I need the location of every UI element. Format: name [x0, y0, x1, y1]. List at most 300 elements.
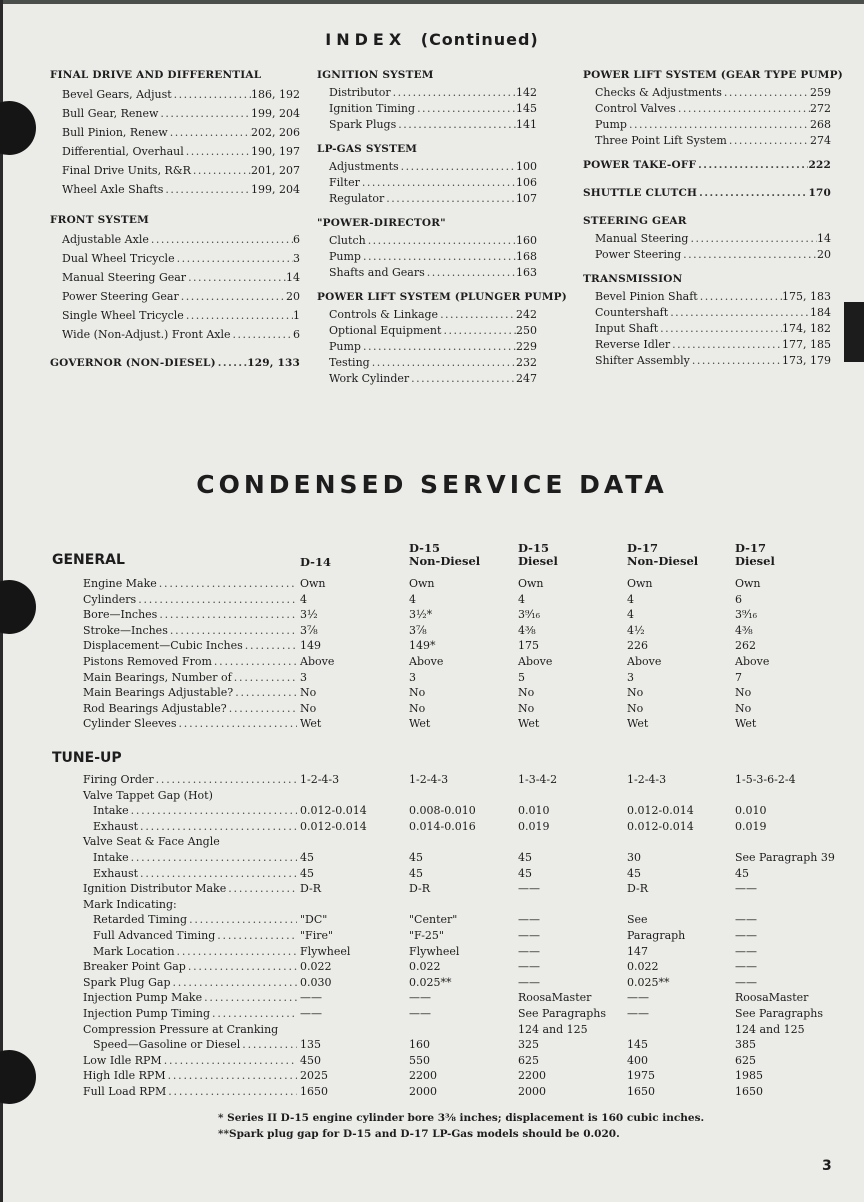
leader-dots	[415, 101, 516, 117]
row-label: Main Bearings Adjustable?	[83, 686, 234, 700]
value-cell: 4	[518, 592, 525, 606]
index-entry[interactable]	[317, 101, 537, 117]
index-entry[interactable]	[583, 305, 831, 321]
index-entry[interactable]	[583, 353, 831, 369]
value-cell: 45	[409, 866, 423, 880]
row-label-cell	[83, 638, 297, 654]
leader-dots	[226, 881, 297, 897]
row-label-cell	[83, 897, 297, 913]
value-cell: Above	[300, 655, 335, 668]
value-cell: 45	[300, 851, 314, 864]
index-entry-label: Pump	[595, 118, 627, 131]
index-section	[583, 158, 831, 172]
row-label: Mark Location	[93, 944, 175, 958]
model-header-d17-diesel	[735, 542, 775, 568]
value-cell: 124 and 125	[518, 1022, 588, 1036]
row-label-cell	[83, 881, 297, 897]
index-entry[interactable]	[317, 117, 537, 133]
value-cell: No	[627, 701, 644, 715]
table-row	[83, 654, 843, 670]
index-page-ref: 106	[516, 176, 537, 189]
index-entry-label: Final Drive Units, R&R	[62, 164, 191, 177]
index-entry-label: Clutch	[329, 234, 366, 247]
row-label: Engine Make	[83, 577, 157, 590]
value-cell: 45	[300, 866, 314, 880]
value-cell: 145	[627, 1038, 648, 1052]
value-cell: 0.008-0.010	[409, 804, 476, 818]
value-cell: ——	[518, 929, 540, 942]
index-entry-label: Control Valves	[595, 102, 676, 115]
value-cell: ——	[518, 960, 540, 974]
leader-dots	[697, 186, 808, 200]
row-label: Displacement—Cubic Inches	[83, 639, 243, 653]
row-label-cell	[83, 716, 297, 732]
index-page-ref: 6	[293, 233, 300, 246]
leader-dots	[243, 638, 297, 654]
index-entry-label: Adjustments	[329, 160, 399, 173]
value-cell: 1650	[735, 1085, 763, 1098]
value-cell: 385	[735, 1038, 756, 1052]
condensed-service-data-title: CONDENSED SERVICE DATA	[196, 470, 668, 499]
index-column-2	[317, 68, 567, 396]
index-entry-label: Countershaft	[595, 306, 669, 319]
index-entry[interactable]	[50, 325, 300, 344]
value-cell: No	[409, 701, 426, 715]
index-page-ref: 170	[808, 187, 831, 199]
index-page-ref: 175, 183	[782, 290, 831, 303]
value-cell: "Fire"	[300, 929, 334, 942]
index-entry[interactable]	[317, 191, 537, 207]
leader-dots	[212, 654, 297, 670]
index-entry[interactable]	[50, 268, 300, 287]
value-cell: 0.010	[518, 804, 550, 818]
value-cell: ——	[735, 944, 757, 958]
leader-dots	[149, 230, 293, 249]
value-cell: 0.012-0.014	[300, 819, 367, 833]
table-row	[83, 897, 843, 913]
row-label-cell	[83, 685, 297, 701]
model-header-d15-nondiesel	[409, 542, 480, 568]
index-entry-label: Pump	[329, 340, 361, 353]
leader-dots	[175, 249, 293, 268]
value-cell: 0.014-0.016	[409, 819, 476, 833]
index-page-ref: 259	[810, 86, 831, 99]
index-entry-label: Input Shaft	[595, 322, 659, 335]
leader-dots	[186, 268, 286, 287]
index-heading-text: SHUTTLE CLUTCH	[583, 187, 698, 199]
table-row	[83, 576, 843, 592]
value-cell: 0.022	[409, 960, 441, 974]
row-label-cell	[83, 576, 297, 592]
index-heading-text: POWER LIFT SYSTEM (GEAR TYPE PUMP)	[583, 69, 843, 81]
leader-dots	[187, 912, 297, 928]
index-entry-label: Bevel Pinion Shaft	[595, 290, 698, 303]
index-heading-text: TRANSMISSION	[583, 273, 683, 285]
table-row	[83, 685, 843, 701]
value-cell: Own	[409, 577, 435, 590]
index-page-ref: 173, 179	[782, 354, 831, 367]
value-cell: No	[300, 701, 317, 715]
row-label-cell	[83, 990, 297, 1006]
leader-dots	[162, 1053, 297, 1069]
table-row	[83, 944, 843, 960]
index-entry[interactable]	[583, 85, 831, 101]
table-row	[83, 881, 843, 897]
value-cell: No	[735, 701, 752, 715]
leader-dots	[184, 142, 251, 161]
index-entry[interactable]	[50, 85, 300, 104]
index-section-heading	[583, 186, 831, 200]
model-header-d15-diesel	[518, 542, 558, 568]
value-cell: Own	[735, 577, 761, 590]
value-cell: 4	[300, 592, 307, 606]
leader-dots	[409, 371, 516, 387]
index-section-heading	[50, 213, 300, 227]
value-cell: 3½	[300, 608, 318, 622]
value-cell: Flywheel	[300, 944, 351, 958]
index-heading-text: POWER TAKE-OFF	[583, 159, 697, 171]
row-label: Main Bearings, Number of	[83, 670, 232, 684]
value-cell: "F-25"	[409, 929, 444, 942]
leader-dots	[154, 772, 297, 788]
value-cell: 1-5-3-6-2-4	[735, 773, 796, 786]
value-cell: 147	[627, 944, 648, 958]
index-entry-label: Pump	[329, 250, 361, 263]
index-page-ref: 202, 206	[251, 126, 300, 139]
binder-hole-icon	[0, 101, 36, 155]
index-entry[interactable]	[317, 371, 537, 387]
leader-dots	[391, 85, 516, 101]
leader-dots	[722, 85, 810, 101]
index-section	[583, 68, 843, 149]
value-cell: No	[300, 686, 317, 700]
value-cell: No	[518, 686, 535, 700]
index-entry-label: Ignition Timing	[329, 102, 416, 115]
row-label-cell	[83, 1053, 297, 1069]
model-header-d14	[300, 542, 331, 569]
value-cell: Paragraph	[627, 929, 686, 942]
table-row	[83, 866, 843, 882]
leader-dots	[670, 337, 782, 353]
row-label: Firing Order	[83, 773, 154, 786]
index-entry[interactable]	[317, 339, 537, 355]
value-cell: 160	[409, 1038, 430, 1052]
index-page-ref: 190, 197	[251, 145, 300, 158]
section-thumb-tab	[844, 302, 864, 362]
value-cell: 0.025**	[627, 975, 670, 989]
value-cell: 3½*	[409, 608, 433, 622]
index-entry-label: Wide (Non-Adjust.) Front Axle	[62, 328, 231, 341]
index-entry-label: Dual Wheel Tricycle	[62, 252, 175, 265]
index-heading-text: STEERING GEAR	[583, 215, 687, 227]
row-label: Spark Plug Gap	[83, 975, 171, 989]
index-entry[interactable]	[50, 104, 300, 123]
value-cell: 0.025**	[409, 975, 452, 989]
value-cell: 4	[627, 608, 634, 622]
index-entry[interactable]	[583, 133, 831, 149]
value-cell: 0.010	[735, 804, 767, 818]
index-entry[interactable]	[317, 175, 537, 191]
value-cell: 4	[627, 592, 634, 606]
leader-dots	[441, 323, 516, 339]
row-label: Intake	[93, 804, 129, 818]
leader-dots	[168, 123, 251, 142]
model-line1: D-15	[409, 541, 440, 555]
row-label-cell	[83, 959, 297, 975]
table-row	[83, 716, 843, 732]
index-page-ref: 177, 185	[782, 338, 831, 351]
leader-dots	[166, 1084, 297, 1100]
index-entry-label: Power Steering Gear	[62, 290, 179, 303]
row-label: Injection Pump Timing	[83, 1007, 211, 1020]
value-cell: Flywheel	[409, 944, 460, 958]
value-cell: See Paragraphs	[518, 1007, 606, 1020]
leader-dots	[168, 623, 297, 639]
row-label-cell	[83, 607, 297, 623]
index-heading-text: FRONT SYSTEM	[50, 214, 149, 226]
row-label: Valve Seat & Face Angle	[83, 835, 220, 849]
leader-dots	[396, 117, 516, 133]
value-cell: ——	[300, 1007, 322, 1020]
leader-dots	[384, 191, 516, 207]
value-cell: 3	[409, 670, 416, 684]
value-cell: 135	[300, 1038, 321, 1052]
row-label: Cylinders	[83, 592, 137, 606]
value-cell: 3	[627, 670, 634, 684]
value-cell: 30	[627, 851, 641, 864]
value-cell: 4⅜	[735, 623, 753, 637]
index-page-ref: 14	[817, 232, 831, 245]
index-entry[interactable]	[583, 247, 831, 263]
value-cell: 325	[518, 1038, 539, 1052]
index-entry[interactable]	[317, 265, 537, 281]
index-entry[interactable]	[50, 230, 300, 249]
row-label: Full Advanced Timing	[93, 929, 216, 942]
value-cell: Wet	[735, 717, 757, 731]
index-section-heading	[50, 68, 300, 82]
index-entry[interactable]	[583, 117, 831, 133]
value-cell: ——	[518, 913, 540, 927]
index-entry[interactable]	[50, 306, 300, 325]
index-title-text: INDEX	[325, 30, 407, 49]
leader-dots	[688, 231, 817, 247]
table-row	[83, 623, 843, 639]
index-section	[317, 68, 537, 133]
leader-dots	[186, 959, 297, 975]
table-row	[83, 975, 843, 991]
index-section-heading	[317, 142, 537, 156]
value-cell: 45	[409, 851, 423, 864]
row-label: Injection Pump Make	[83, 991, 203, 1005]
index-entry[interactable]	[50, 161, 300, 180]
value-cell: 0.012-0.014	[300, 804, 367, 818]
value-cell: 0.012-0.014	[627, 804, 694, 818]
table-row	[83, 819, 843, 835]
index-entry[interactable]	[50, 142, 300, 161]
index-entry[interactable]	[583, 337, 831, 353]
row-label-cell	[83, 834, 297, 850]
row-label-cell	[83, 1068, 297, 1084]
table-row	[83, 850, 843, 866]
index-section-heading	[583, 272, 831, 286]
value-cell: 45	[518, 851, 532, 864]
value-cell: D-R	[409, 882, 431, 896]
leader-dots	[191, 161, 251, 180]
row-label-cell	[83, 850, 297, 866]
value-cell: Own	[627, 577, 653, 590]
row-label-cell	[83, 1006, 297, 1022]
row-label-cell	[83, 623, 297, 639]
index-entry[interactable]	[317, 355, 537, 371]
index-entry[interactable]	[317, 323, 537, 339]
table-row	[83, 928, 843, 944]
value-cell: "DC"	[300, 913, 328, 927]
index-section-heading	[317, 216, 537, 230]
leader-dots	[227, 701, 297, 717]
value-cell: 2200	[518, 1069, 546, 1083]
value-cell: 45	[735, 866, 749, 880]
value-cell: D-R	[300, 882, 322, 896]
value-cell: 149	[300, 639, 321, 653]
row-label: Retarded Timing	[93, 913, 188, 927]
value-cell: ——	[735, 929, 757, 942]
row-label-cell	[83, 1022, 297, 1038]
index-entry-label: Bull Pinion, Renew	[62, 126, 168, 139]
index-entry[interactable]	[50, 287, 300, 306]
leader-dots	[177, 716, 298, 732]
index-section	[583, 186, 831, 200]
row-label-cell	[83, 928, 297, 944]
value-cell: 625	[735, 1053, 756, 1067]
row-label: Speed—Gasoline or Diesel	[93, 1038, 241, 1052]
index-page-ref: 274	[810, 134, 831, 147]
index-entry[interactable]	[317, 85, 537, 101]
index-entry[interactable]	[583, 231, 831, 247]
index-entry[interactable]	[317, 307, 537, 323]
value-cell: 450	[300, 1053, 321, 1067]
value-cell: ——	[735, 960, 757, 974]
index-entry-label: Optional Equipment	[329, 324, 442, 337]
model-line1: D-17	[627, 541, 658, 555]
leader-dots	[698, 289, 782, 305]
value-cell: 45	[627, 866, 641, 880]
index-entry[interactable]	[317, 233, 537, 249]
leader-dots	[215, 928, 297, 944]
value-cell: 400	[627, 1053, 648, 1067]
row-label: Mark Indicating:	[83, 897, 177, 911]
model-line2: Non-Diesel	[409, 554, 481, 568]
index-entry-label: Controls & Linkage	[329, 308, 439, 321]
index-entry[interactable]	[317, 159, 537, 175]
index-section	[50, 356, 300, 370]
index-entry[interactable]	[583, 321, 831, 337]
table-row	[83, 1053, 843, 1069]
value-cell: D-R	[627, 882, 649, 896]
index-page-ref: 168	[516, 250, 537, 263]
leader-dots	[425, 265, 516, 281]
index-entry[interactable]	[583, 289, 831, 305]
leader-dots	[240, 1037, 297, 1053]
index-page-ref: 1	[293, 309, 300, 322]
value-cell: ——	[735, 913, 757, 927]
value-cell: 226	[627, 639, 648, 653]
value-cell: 6	[735, 592, 742, 606]
index-page-ref: 100	[516, 160, 537, 173]
value-cell: 4⅜	[518, 623, 536, 637]
value-cell: 1975	[627, 1069, 655, 1083]
row-label-cell	[83, 1037, 297, 1053]
index-page-ref: 268	[810, 118, 831, 131]
value-cell: 1-3-4-2	[518, 773, 558, 786]
row-label: Exhaust	[93, 819, 139, 833]
model-line2: Diesel	[735, 554, 775, 568]
leader-dots	[129, 850, 297, 866]
footnotes	[218, 1110, 704, 1142]
binder-hole-icon	[0, 580, 36, 634]
index-entry-label: Shafts and Gears	[329, 266, 425, 279]
value-cell: 0.012-0.014	[627, 819, 694, 833]
leader-dots	[361, 339, 516, 355]
index-title	[0, 30, 864, 49]
table-row	[83, 592, 843, 608]
value-cell: See Paragraphs	[735, 1007, 823, 1020]
table-row	[83, 772, 843, 788]
row-label: Breaker Point Gap	[83, 960, 186, 974]
value-cell: 550	[409, 1053, 430, 1067]
table-row	[83, 788, 843, 804]
value-cell: 0.019	[735, 819, 767, 833]
table-row	[83, 803, 843, 819]
index-page-ref: 145	[516, 102, 537, 115]
index-column-1	[50, 68, 300, 384]
value-cell: Above	[409, 655, 444, 668]
index-entry[interactable]	[317, 249, 537, 265]
row-label: Rod Bearings Adjustable?	[83, 701, 227, 715]
leader-dots	[175, 944, 297, 960]
index-entry[interactable]	[50, 123, 300, 142]
value-cell: 1650	[627, 1085, 655, 1098]
value-cell: 3	[300, 670, 307, 684]
index-entry[interactable]	[583, 101, 831, 117]
leader-dots	[681, 247, 817, 263]
value-cell: Above	[627, 655, 662, 668]
index-section	[50, 213, 300, 344]
leader-dots	[216, 356, 247, 370]
index-entry-label: Testing	[329, 356, 370, 369]
index-entry-label: Adjustable Axle	[62, 233, 149, 246]
table-row	[83, 701, 843, 717]
leader-dots	[690, 353, 782, 369]
leader-dots	[179, 287, 286, 306]
index-page-ref: 141	[516, 118, 537, 131]
row-label-cell	[83, 788, 297, 804]
value-cell: 1-2-4-3	[627, 773, 667, 786]
index-page-ref: 201, 207	[251, 164, 300, 177]
index-column-3	[583, 68, 843, 378]
index-section-heading	[317, 68, 537, 82]
value-cell: 3⅞	[300, 623, 318, 637]
index-entry[interactable]	[50, 180, 300, 199]
leader-dots	[138, 866, 297, 882]
index-entry[interactable]	[50, 249, 300, 268]
index-page-ref: 163	[516, 266, 537, 279]
model-line2: Non-Diesel	[627, 554, 699, 568]
value-cell: ——	[735, 975, 757, 989]
leader-dots	[676, 101, 810, 117]
index-entry-label: Regulator	[329, 192, 385, 205]
row-label-cell	[83, 912, 297, 928]
row-label: Full Load RPM	[83, 1085, 167, 1098]
